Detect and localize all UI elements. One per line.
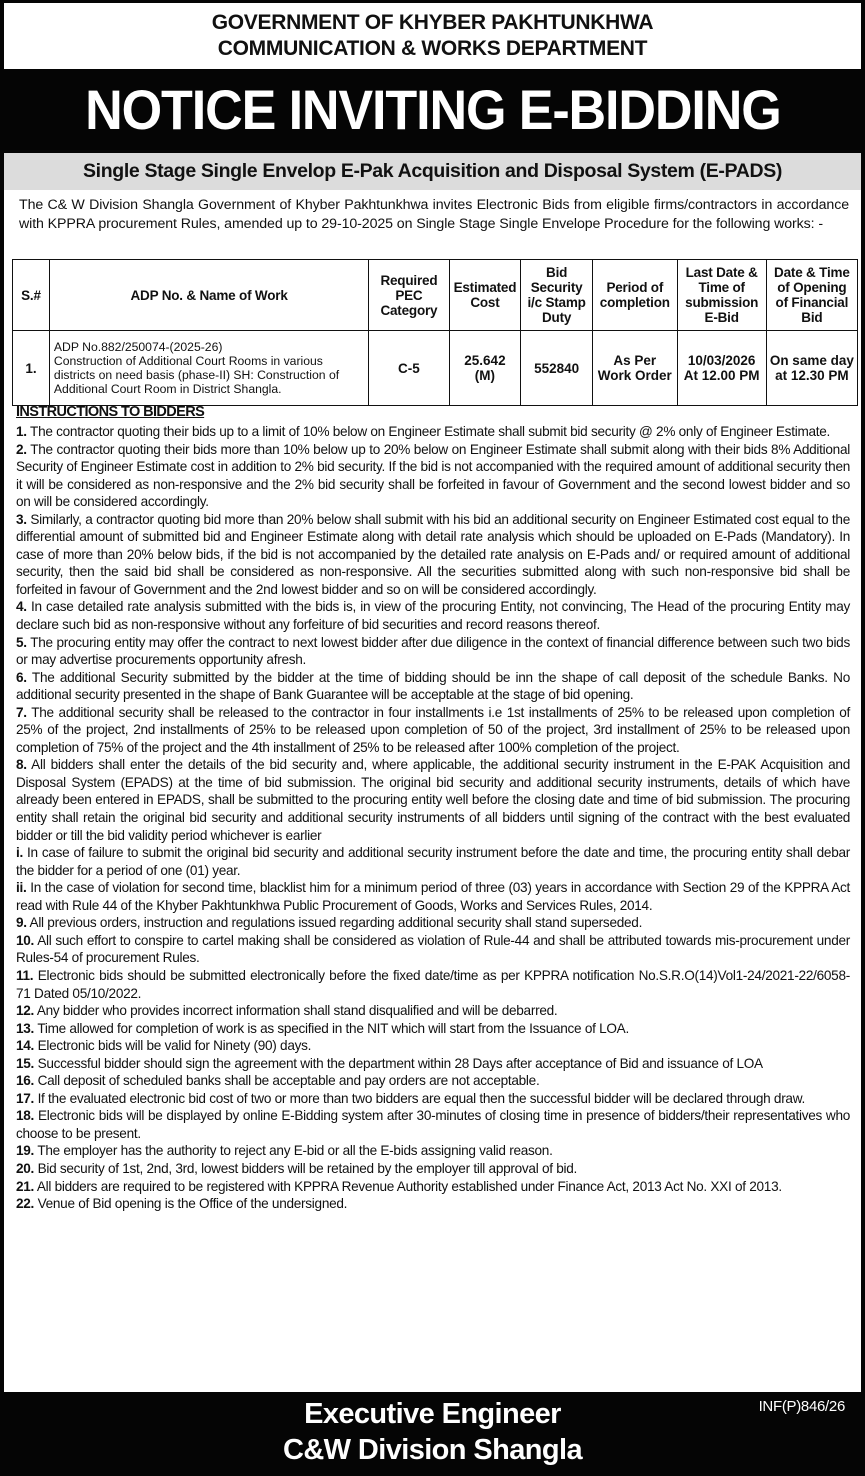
- instruction-text: The procuring entity may offer the contract to next lowest bidder after due diligence in the context of financial difference between such two bids or may advertise procurements opportunity afresh.: [16, 634, 850, 668]
- instruction-number: 1.: [16, 424, 27, 439]
- instruction-item: [16, 669, 850, 704]
- instruction-item: [16, 1195, 850, 1213]
- instruction-text: The additional security shall be released to the contractor in four installments i.e 1st installments of 25% to be released upon completion of 25% of the project, 2nd installments of 25% to be released upon completion of 50 of the project, 3rd installment of 25% to be released upon completion of 75% of the project and the 4th installment of 25% to be released after 100% completion of the project.: [16, 704, 850, 755]
- work-name: Construction of Additional Court Rooms in various districts on need basis (phase-II) SH: Construction of Additional Court Room in District Shangla.: [53, 354, 340, 396]
- instruction-number: 22.: [16, 1196, 35, 1212]
- instruction-text: Electronic bids should be submitted electronically before the fixed date/time as per KPPRA notification No.S.R.O(14)Vol1-24/2021-22/6058-71 Dated 05/10/2022.: [16, 967, 850, 1001]
- instruction-item: [16, 1055, 850, 1073]
- instruction-item: [16, 1090, 850, 1108]
- instruction-number: 11.: [16, 967, 34, 983]
- instruction-number: 5.: [16, 634, 27, 650]
- instruction-text: All bidders are required to be registered with KPPRA Revenue Authority established under Finance Act, 2013 Act No. XXI of 2013.: [36, 1178, 782, 1194]
- instruction-text: The contractor quoting their bids up to a limit of 10% below on Engineer Estimate shall submit bid security @ 2% only of Engineer Estimate.: [30, 424, 831, 439]
- instruction-text: Venue of Bid opening is the Office of the undersigned.: [37, 1196, 348, 1212]
- table-header-row: [13, 260, 858, 331]
- instruction-text: Similarly, a contractor quoting bid more than 20% below shall submit with his bid an additional security on Engineer Estimated cost equal to the differential amount of submitted bid and Engineer Estimate along with detail rate analysis which should be uploaded on E-Pads (Mandatory). In case of more than 20% below bids, if the bid is not accompanied by the detailed rate analysis on E-Pads and/ or required amount of additional security, then the said bid shall be considered as non-responsive. All the securities submitted along with such non-responsive bid shall be forfeited in favour of Government and the 2nd lowest bidder and so on will be considered accordingly.: [16, 511, 850, 597]
- department-header: [4, 3, 861, 69]
- instruction-item: [16, 1178, 850, 1196]
- instruction-item: [16, 1020, 850, 1038]
- instruction-text: Any bidder who provides incorrect information shall stand disqualified and will be debarred.: [36, 1003, 558, 1019]
- instruction-number: 6.: [16, 669, 27, 685]
- instruction-text: If the evaluated electronic bid cost of two or more than two bidders are equal then the successful bidder will be declared through draw.: [37, 1090, 805, 1106]
- instructions-heading: INSTRUCTIONS TO BIDDERS: [16, 404, 205, 420]
- instruction-number: 3.: [16, 511, 27, 527]
- cell-pec: C-5: [369, 331, 449, 406]
- instruction-item: [16, 967, 850, 1002]
- col-header-sno: S.#: [13, 260, 50, 331]
- instruction-item: [16, 423, 850, 441]
- instruction-text: Electronic bids will be displayed by online E-Bidding system after 30-minutes of closing time in presence of bidders/their representatives who choose to be present.: [16, 1108, 851, 1141]
- cell-security: 552840: [521, 331, 593, 406]
- subtitle-bar: [4, 153, 861, 190]
- col-header-opening: Date & Time of Opening of Financial Bid: [766, 260, 857, 331]
- instruction-number: 15.: [16, 1055, 35, 1071]
- instruction-item: [16, 1142, 850, 1160]
- instruction-text: Bid security of 1st, 2nd, 3rd, lowest bidders will be retained by the employer till approval of bid.: [37, 1160, 578, 1176]
- instruction-item: [16, 511, 850, 599]
- col-header-pec: Required PEC Category: [369, 260, 449, 331]
- cell-last-date: 10/03/2026 At 12.00 PM: [677, 331, 766, 406]
- instruction-number: 19.: [16, 1143, 35, 1159]
- title-band: [0, 70, 865, 150]
- works-table: [12, 259, 858, 406]
- instruction-number: 17.: [16, 1090, 35, 1106]
- footer: [0, 1392, 865, 1476]
- instruction-text: Successful bidder should sign the agreement with the department within 28 Days after acceptance of Bid and issuance of LOA: [37, 1055, 763, 1071]
- instruction-text: The additional Security submitted by the bidder at the time of bidding should be inn the shape of call deposit of the schedule Banks. No additional security presented in the shape of Bank Guarantee will be acceptable at the stage of bid opening.: [16, 669, 850, 703]
- table-row: [13, 331, 858, 406]
- department-name: COMMUNICATION & WORKS DEPARTMENT: [217, 37, 648, 60]
- instruction-number: 10.: [16, 932, 35, 948]
- instruction-item: [16, 598, 850, 633]
- instruction-subitem: [16, 879, 850, 914]
- instruction-item: [16, 1002, 850, 1020]
- instruction-item: [16, 634, 850, 669]
- adp-number: ADP No.882/250074-(2025-26): [53, 340, 223, 354]
- notice-subtitle: Single Stage Single Envelop E-Pak Acquisition and Disposal System (E-PADS): [83, 160, 782, 182]
- cell-work: [49, 331, 368, 406]
- instruction-item: [16, 704, 850, 757]
- instruction-number: 13.: [16, 1020, 35, 1036]
- instruction-number: 2.: [16, 441, 27, 457]
- instruction-subitem: [16, 844, 850, 879]
- cell-opening: On same day at 12.30 PM: [766, 331, 857, 406]
- cell-period: As Per Work Order: [592, 331, 677, 406]
- cell-sno: 1.: [13, 331, 50, 406]
- instruction-text: Electronic bids will be valid for Ninety (90) days.: [37, 1038, 312, 1054]
- instruction-text: In case of failure to submit the original bid security and additional security instrument before the date and time, the procuring entity shall debar the bidder for a period of one (01) year.: [16, 845, 850, 878]
- notice-title: NOTICE INVITING E-BIDDING: [84, 78, 781, 141]
- instruction-number: i.: [16, 845, 23, 861]
- signatory-office: C&W Division Shangla: [283, 1434, 582, 1466]
- instruction-item: [16, 1037, 850, 1055]
- instruction-number: 14.: [16, 1038, 35, 1054]
- instruction-number: 7.: [16, 704, 27, 720]
- instruction-text: The employer has the authority to reject any E-bid or all the E-bids assigning valid reason.: [37, 1143, 553, 1159]
- col-header-security: Bid Security i/c Stamp Duty: [521, 260, 593, 331]
- signatory: [0, 1396, 865, 1468]
- instruction-text: In the case of violation for second time, blacklist him for a minimum period of three (03) years in accordance with Section 29 of the KPPRA Act read with Rule 44 of the Khyber Pakhtunkhwa Public Procurement of Goods, Works and Services Rules, 2014.: [16, 880, 850, 913]
- notice-body: [4, 190, 861, 1392]
- instruction-item: [16, 932, 850, 967]
- col-header-cost: Estimated Cost: [449, 260, 521, 331]
- col-header-period: Period of completion: [592, 260, 677, 331]
- col-header-last-date: Last Date & Time of submission E-Bid: [677, 260, 766, 331]
- instruction-number: 16.: [16, 1073, 35, 1089]
- instruction-text: The contractor quoting their bids more than 10% below up to 20% below on Engineer Estimate shall submit along with their bids 8% Additional Security of Engineer Estimate cost in addition to 2% bid security. If the bid is not accompanied with the required amount of additional security then it will be considered as non-responsive and the 2% bid security shall be forfeited in favour of Government and the second lowest bidder and so on will be considered accordingly.: [16, 441, 850, 510]
- instruction-item: [16, 756, 850, 844]
- instructions-list: [16, 423, 850, 1213]
- instruction-text: All such effort to conspire to cartel making shall be considered as violation of Rule-44 and shall be attributed towards mis-procurement under Rules-54 of procurement Rules.: [16, 932, 851, 966]
- instruction-number: 4.: [16, 599, 27, 615]
- instruction-number: 20.: [16, 1160, 35, 1176]
- instruction-number: ii.: [16, 880, 27, 896]
- instruction-text: Call deposit of scheduled banks shall be acceptable and pay orders are not acceptable.: [37, 1073, 540, 1089]
- col-header-work: ADP No. & Name of Work: [49, 260, 368, 331]
- instruction-number: 18.: [16, 1108, 35, 1124]
- instruction-text: All previous orders, instruction and regulations issued regarding additional security shall stand superseded.: [29, 915, 643, 931]
- instruction-text: In case detailed rate analysis submitted with the bids is, in view of the procuring Entity, not convincing, The Head of the procuring Entity may declare such bid as non-responsive without any forfeiture of bid securities and record reasons thereof.: [16, 599, 850, 633]
- instruction-text: Time allowed for completion of work is as specified in the NIT which will start from the Issuance of LOA.: [37, 1020, 629, 1036]
- instruction-item: [16, 1160, 850, 1178]
- cell-cost: 25.642 (M): [449, 331, 521, 406]
- instruction-number: 21.: [16, 1178, 35, 1194]
- instruction-item: [16, 914, 850, 932]
- instruction-item: [16, 1072, 850, 1090]
- reference-number: INF(P)846/26: [758, 1398, 845, 1415]
- government-name: GOVERNMENT OF KHYBER PAKHTUNKHWA: [211, 11, 654, 34]
- instruction-number: 9.: [16, 915, 27, 931]
- instruction-item: [16, 441, 850, 511]
- instruction-item: [16, 1107, 850, 1142]
- instruction-text: All bidders shall enter the details of the bid security and, where applicable, the additional security instrument in the E-PAK Acquisition and Disposal System (EPADS) at the time of bid submission. The original bid security and additional security instruments, details of which have already been entered in EPADS, shall be submitted to the procuring entity well before the closing date and time of bid submission. The procuring entity shall retain the original bid security and additional security instruments of all bidders until signing of the contract with the best evaluated bidder or till the bid validity period whichever is earlier: [16, 757, 850, 843]
- signatory-title: Executive Engineer: [304, 1398, 561, 1430]
- intro-paragraph: The C& W Division Shangla Government of Khyber Pakhtunkhwa invites Electronic Bids from eligible firms/contractors in accordance with KPPRA procurement Rules, amended up to 29-10-2025 on Single Stage Single Envelope Procedure for the following works: -: [19, 197, 849, 232]
- instruction-number: 8.: [16, 757, 27, 773]
- instruction-number: 12.: [16, 1003, 35, 1019]
